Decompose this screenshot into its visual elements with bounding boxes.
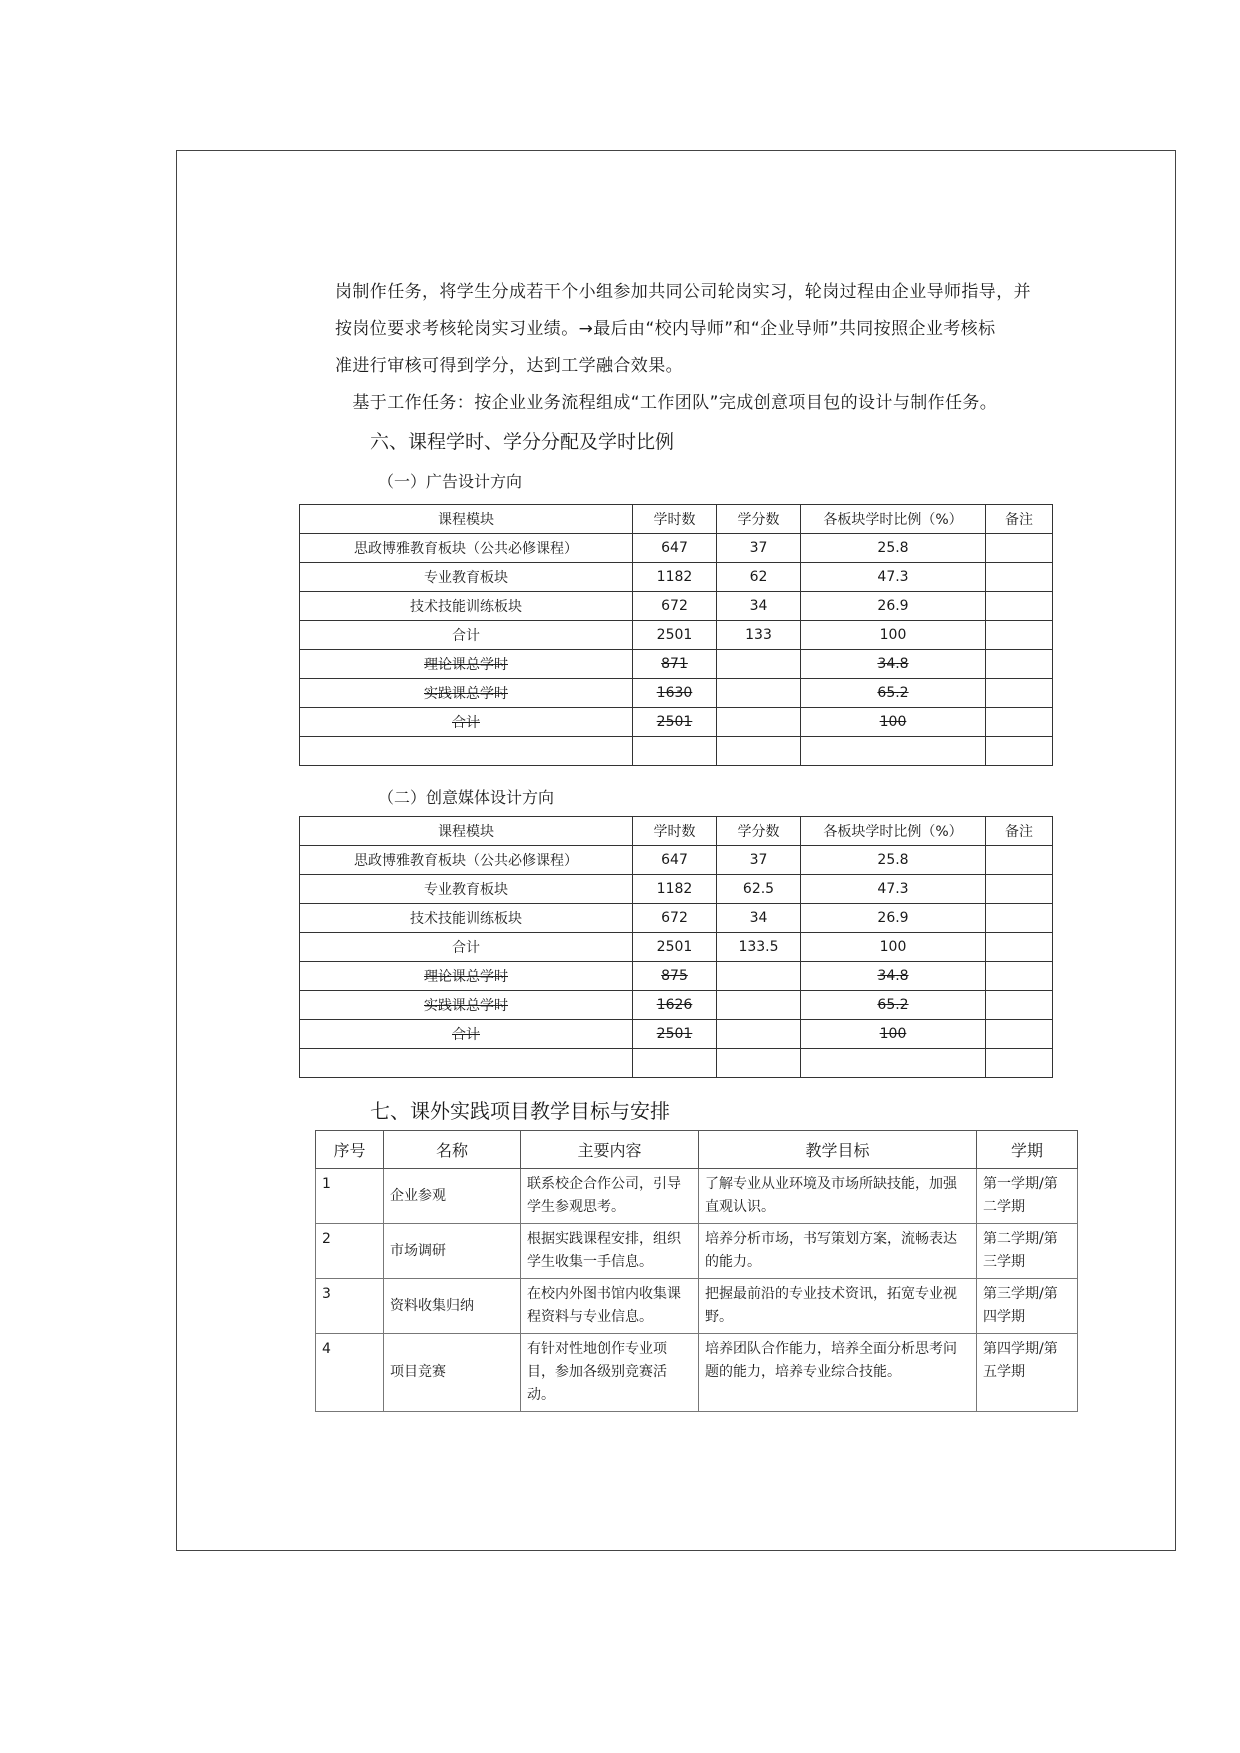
col-header-term: 学期 (977, 1131, 1078, 1169)
cell-goal: 培养团队合作能力，培养全面分析思考问题的能力，培养专业综合技能。 (699, 1334, 977, 1412)
table-row (300, 1020, 1053, 1049)
col-header-index: 序号 (316, 1131, 384, 1169)
cell-content: 根据实践课程安排，组织学生收集一手信息。 (521, 1224, 699, 1279)
cell-name: 项目竞赛 (384, 1334, 521, 1412)
cell-ratio (801, 737, 986, 766)
cell-ratio: 25.8 (801, 846, 986, 875)
table-header-row (300, 505, 1053, 534)
col-header-name: 名称 (384, 1131, 521, 1169)
cell-credits (717, 1049, 801, 1078)
body-text (335, 274, 1035, 422)
cell-ratio: 65.2 (801, 679, 986, 708)
table-row (316, 1334, 1078, 1412)
cell-hours: 647 (633, 846, 717, 875)
cell-notes (986, 592, 1053, 621)
table-row (300, 737, 1053, 766)
cell-credits: 62.5 (717, 875, 801, 904)
cell-module: 实践课总学时 (300, 991, 633, 1020)
cell-hours: 871 (633, 650, 717, 679)
col-header-notes: 备注 (986, 817, 1053, 846)
cell-credits: 34 (717, 904, 801, 933)
subtitle-ad-design: （一）广告设计方向 (378, 472, 523, 491)
table-row (300, 875, 1053, 904)
cell-ratio: 34.8 (801, 650, 986, 679)
cell-ratio: 47.3 (801, 563, 986, 592)
cell-ratio: 100 (801, 621, 986, 650)
cell-credits (717, 1020, 801, 1049)
cell-credits: 37 (717, 534, 801, 563)
table-header-row (300, 817, 1053, 846)
table-row (300, 904, 1053, 933)
cell-term: 第一学期/第二学期 (977, 1169, 1078, 1224)
cell-module (300, 737, 633, 766)
col-header-goal: 教学目标 (699, 1131, 977, 1169)
cell-content: 联系校企合作公司，引导学生参观思考。 (521, 1169, 699, 1224)
cell-notes (986, 737, 1053, 766)
cell-module: 专业教育板块 (300, 563, 633, 592)
cell-credits (717, 991, 801, 1020)
section-6-heading: 六、课程学时、学分分配及学时比例 (370, 431, 675, 453)
paragraph-line: 准进行审核可得到学分，达到工学融合效果。 (335, 356, 683, 376)
cell-credits (717, 737, 801, 766)
table-row (300, 846, 1053, 875)
cell-module (300, 1049, 633, 1078)
col-header-credits: 学分数 (717, 505, 801, 534)
cell-goal: 培养分析市场，书写策划方案，流畅表达的能力。 (699, 1224, 977, 1279)
table-row (300, 1049, 1053, 1078)
table-row (300, 962, 1053, 991)
cell-goal: 把握最前沿的专业技术资讯，拓宽专业视野。 (699, 1279, 977, 1334)
cell-ratio: 65.2 (801, 991, 986, 1020)
cell-module: 专业教育板块 (300, 875, 633, 904)
cell-credits: 62 (717, 563, 801, 592)
col-header-module: 课程模块 (300, 817, 633, 846)
cell-name: 资料收集归纳 (384, 1279, 521, 1334)
cell-credits: 133 (717, 621, 801, 650)
cell-hours: 1182 (633, 563, 717, 592)
paragraph-line: 按岗位要求考核轮岗实习业绩。→最后由“校内导师”和“企业导师”共同按照企业考核标 (335, 319, 996, 339)
table-row (316, 1169, 1078, 1224)
cell-module: 理论课总学时 (300, 650, 633, 679)
table-row (300, 991, 1053, 1020)
table-header-row (316, 1131, 1078, 1169)
cell-index: 4 (316, 1334, 384, 1412)
cell-module: 技术技能训练板块 (300, 592, 633, 621)
subtitle-creative-media: （二）创意媒体设计方向 (378, 788, 555, 807)
cell-notes (986, 708, 1053, 737)
table-row (316, 1224, 1078, 1279)
cell-ratio: 25.8 (801, 534, 986, 563)
cell-credits (717, 708, 801, 737)
cell-hours: 672 (633, 592, 717, 621)
cell-index: 3 (316, 1279, 384, 1334)
cell-ratio: 47.3 (801, 875, 986, 904)
table-row (300, 933, 1053, 962)
cell-module: 技术技能训练板块 (300, 904, 633, 933)
table-row (300, 650, 1053, 679)
cell-index: 2 (316, 1224, 384, 1279)
cell-ratio: 100 (801, 1020, 986, 1049)
practice-table (315, 1130, 1078, 1412)
cell-hours: 2501 (633, 708, 717, 737)
credits-table-ad-design (299, 504, 1053, 766)
cell-module: 合计 (300, 1020, 633, 1049)
cell-credits (717, 650, 801, 679)
col-header-content: 主要内容 (521, 1131, 699, 1169)
cell-hours: 647 (633, 534, 717, 563)
cell-name: 企业参观 (384, 1169, 521, 1224)
paragraph-line: 基于工作任务：按企业业务流程组成“工作团队”完成创意项目包的设计与制作任务。 (335, 393, 998, 413)
credits-table-creative-media (299, 816, 1053, 1078)
cell-hours: 875 (633, 962, 717, 991)
cell-ratio: 26.9 (801, 592, 986, 621)
cell-notes (986, 904, 1053, 933)
cell-notes (986, 1020, 1053, 1049)
cell-hours: 2501 (633, 621, 717, 650)
cell-notes (986, 621, 1053, 650)
cell-notes (986, 846, 1053, 875)
cell-module: 合计 (300, 933, 633, 962)
cell-notes (986, 563, 1053, 592)
cell-content: 在校内外图书馆内收集课程资料与专业信息。 (521, 1279, 699, 1334)
cell-hours: 2501 (633, 933, 717, 962)
cell-hours (633, 737, 717, 766)
cell-ratio: 34.8 (801, 962, 986, 991)
cell-hours: 1626 (633, 991, 717, 1020)
cell-notes (986, 1049, 1053, 1078)
cell-notes (986, 933, 1053, 962)
table-row (316, 1279, 1078, 1334)
cell-notes (986, 962, 1053, 991)
cell-notes (986, 650, 1053, 679)
cell-module: 合计 (300, 621, 633, 650)
cell-notes (986, 679, 1053, 708)
section-7-heading: 七、课外实践项目教学目标与安排 (370, 1099, 670, 1123)
cell-credits (717, 962, 801, 991)
cell-notes (986, 991, 1053, 1020)
cell-module: 合计 (300, 708, 633, 737)
table-row (300, 708, 1053, 737)
col-header-notes: 备注 (986, 505, 1053, 534)
paragraph-line: 岗制作任务，将学生分成若干个小组参加共同公司轮岗实习，轮岗过程由企业导师指导，并 (335, 282, 1031, 302)
table-row (300, 534, 1053, 563)
cell-notes (986, 875, 1053, 904)
cell-credits: 133.5 (717, 933, 801, 962)
col-header-credits: 学分数 (717, 817, 801, 846)
cell-credits (717, 679, 801, 708)
cell-term: 第三学期/第四学期 (977, 1279, 1078, 1334)
cell-ratio: 26.9 (801, 904, 986, 933)
cell-ratio (801, 1049, 986, 1078)
table-row (300, 563, 1053, 592)
cell-term: 第四学期/第五学期 (977, 1334, 1078, 1412)
table-row (300, 592, 1053, 621)
cell-credits: 37 (717, 846, 801, 875)
cell-module: 思政博雅教育板块（公共必修课程） (300, 846, 633, 875)
cell-goal: 了解专业从业环境及市场所缺技能，加强直观认识。 (699, 1169, 977, 1224)
cell-module: 思政博雅教育板块（公共必修课程） (300, 534, 633, 563)
table-row (300, 679, 1053, 708)
cell-credits: 34 (717, 592, 801, 621)
col-header-ratio: 各板块学时比例（%） (801, 817, 986, 846)
col-header-ratio: 各板块学时比例（%） (801, 505, 986, 534)
cell-ratio: 100 (801, 933, 986, 962)
cell-index: 1 (316, 1169, 384, 1224)
cell-hours: 1182 (633, 875, 717, 904)
cell-content: 有针对性地创作专业项目，参加各级别竞赛活动。 (521, 1334, 699, 1412)
cell-module: 理论课总学时 (300, 962, 633, 991)
cell-module: 实践课总学时 (300, 679, 633, 708)
cell-hours: 2501 (633, 1020, 717, 1049)
table-row (300, 621, 1053, 650)
col-header-hours: 学时数 (633, 505, 717, 534)
cell-name: 市场调研 (384, 1224, 521, 1279)
cell-hours: 1630 (633, 679, 717, 708)
col-header-module: 课程模块 (300, 505, 633, 534)
cell-hours: 672 (633, 904, 717, 933)
col-header-hours: 学时数 (633, 817, 717, 846)
cell-ratio: 100 (801, 708, 986, 737)
cell-term: 第二学期/第三学期 (977, 1224, 1078, 1279)
cell-hours (633, 1049, 717, 1078)
cell-notes (986, 534, 1053, 563)
